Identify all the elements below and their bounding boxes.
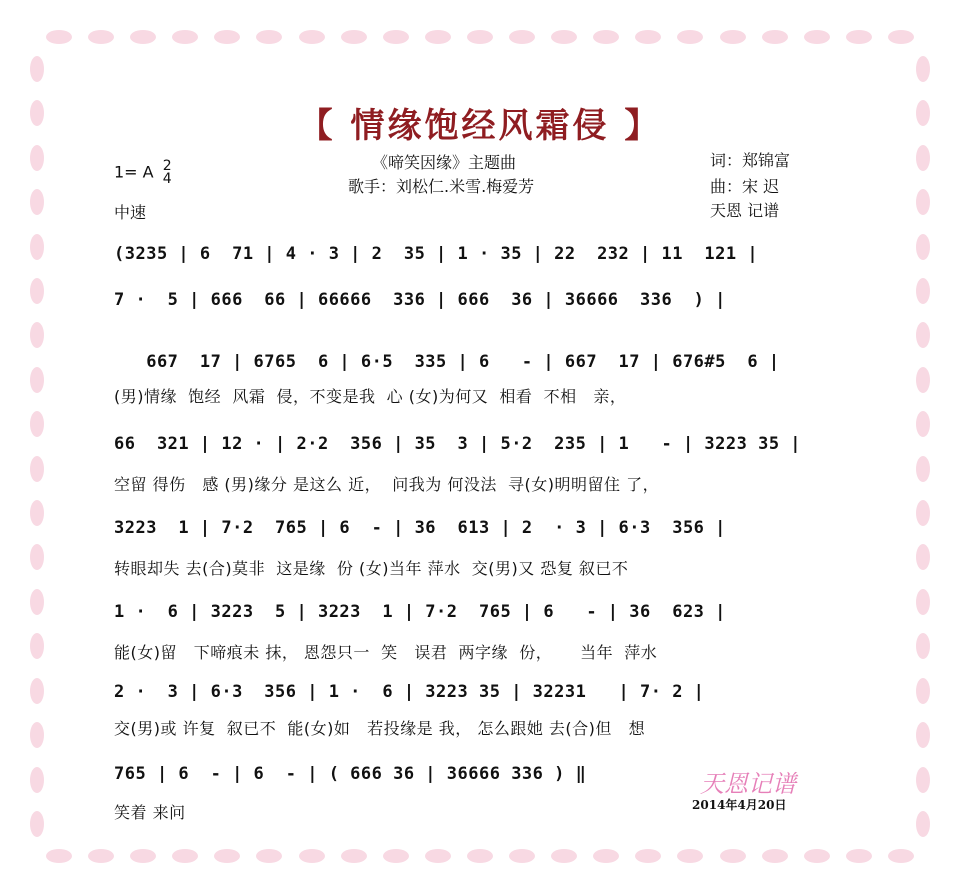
lyrics-line-3: (男)情缘 饱经 风霜 侵，不变是我 心 (女)为何又 相看 不相 亲， — [114, 387, 627, 406]
border-left — [30, 56, 44, 837]
transcriber-signature: 天恩记谱 — [700, 770, 796, 798]
lyrics-line-7: 交(男)或 许复 叙已不 能(女)如 若投缘是 我， 怎么跟她 去(合)但 想 — [114, 719, 646, 738]
notation-line-7: 2 · 3 | 6·3 356 | 1 · 6 | 3223 35 | 32231 | 7· 2 | — [114, 682, 705, 702]
border-top — [46, 30, 914, 44]
lyricist: 词：郑锦富 — [710, 151, 791, 170]
lyrics-line-6: 能(女)留 下啼痕未 抹， 恩怨只一 笑 误君 两字缘 份， 当年 萍水 — [114, 643, 658, 662]
tempo-marking: 中速 — [114, 203, 147, 222]
border-right — [916, 56, 930, 837]
key-label: 1= A — [114, 162, 154, 182]
lyrics-line-8: 笑着 来问 — [114, 803, 186, 822]
notation-line-2: 7 · 5 | 666 66 | 66666 336 | 666 36 | 36666 336 ) | — [114, 290, 726, 310]
lyrics-line-5: 转眼却失 去(合)莫非 这是缘 份 (女)当年 萍水 交(男)又 恐复 叙已不 — [114, 559, 629, 578]
notation-line-8: 765 | 6 - | 6 - | ( 666 36 | 36666 336 ) ‖ — [114, 764, 587, 784]
notation-line-5: 3223 1 | 7·2 765 | 6 - | 36 613 | 2 · 3 | 6·3 356 | — [114, 518, 726, 538]
composer: 曲：宋 迟 — [710, 177, 780, 196]
lyrics-line-4: 空留 得伤 感 (男)缘分 是这么 近， 问我为 何没法 寻(女)明明留住 了， — [114, 475, 660, 494]
notation-line-1: (3235 | 6 71 | 4 · 3 | 2 35 | 1 · 35 | 22 232 | 11 121 | — [114, 244, 759, 264]
singers: 歌手：刘松仁.米雪.梅爱芳 — [348, 177, 535, 196]
notation-line-6: 1 · 6 | 3223 5 | 3223 1 | 7·2 765 | 6 - | 36 623 | — [114, 602, 726, 622]
key-signature — [114, 160, 172, 186]
song-title: 【 情缘饱经风霜侵 】 — [298, 106, 662, 146]
notation-line-4: 66 321 | 12 · | 2·2 356 | 35 3 | 5·2 235 | 1 - | 3223 35 | — [114, 434, 802, 454]
notation-line-3: 667 17 | 6765 6 | 6·5 335 | 6 - | 667 17 | 676#5 6 | — [114, 352, 780, 372]
time-signature: 2 4 — [162, 158, 172, 187]
transcriber: 天恩 记谱 — [710, 201, 780, 220]
subtitle: 《啼笑因缘》主题曲 — [372, 153, 517, 172]
transcription-date: 2014年4月20日 — [692, 798, 787, 812]
border-bottom — [46, 849, 914, 863]
